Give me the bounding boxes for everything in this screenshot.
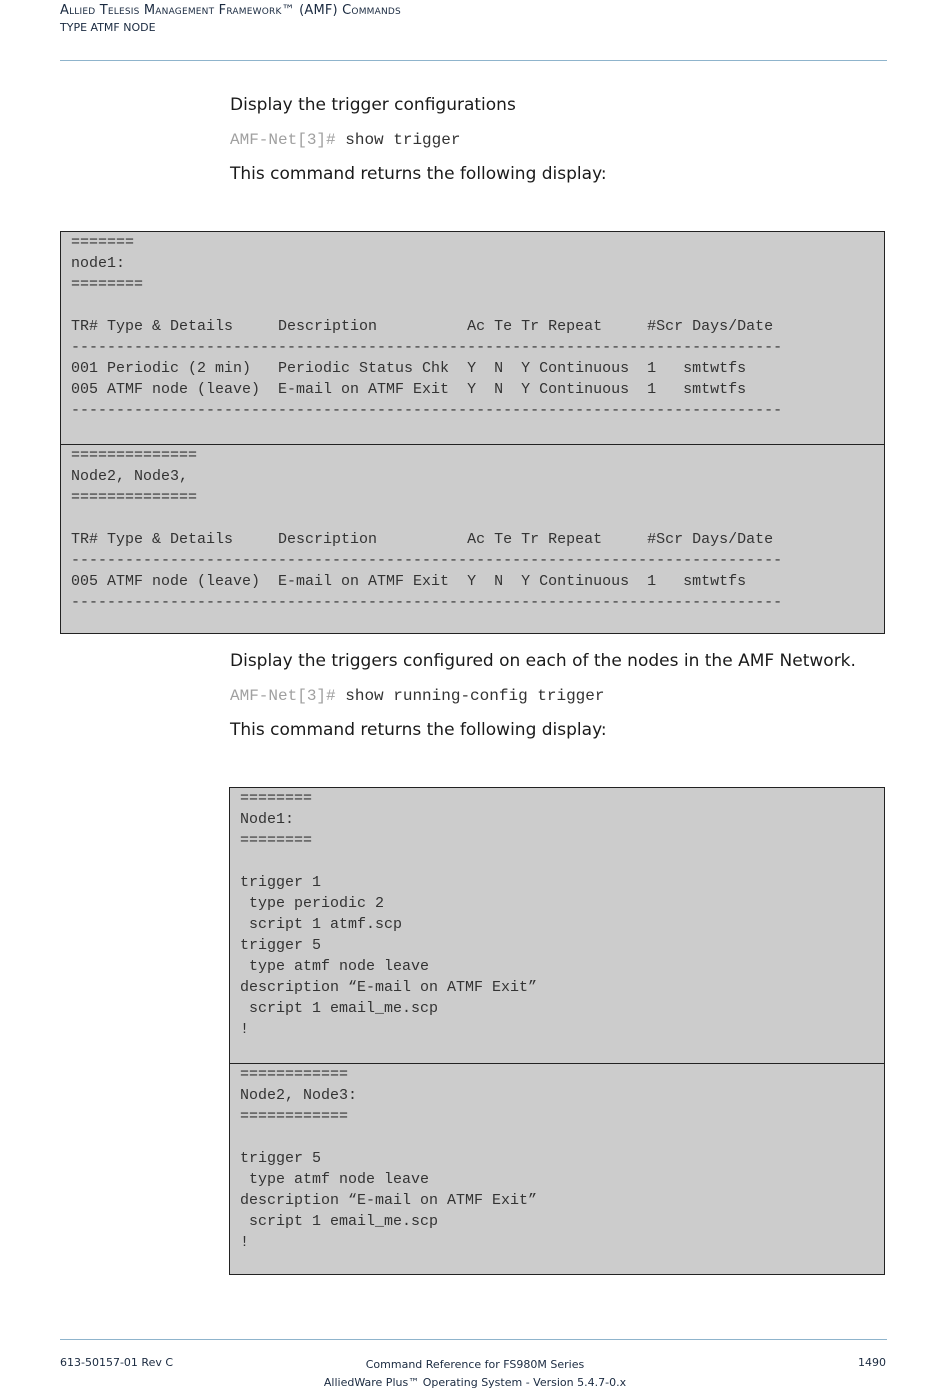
output-line: Node1:	[240, 811, 295, 828]
section1-output-box	[60, 231, 885, 634]
section1-command-line	[230, 131, 460, 149]
output-line: !	[240, 1021, 250, 1038]
section1-command: show trigger	[345, 131, 461, 149]
output-line: TR# Type & Details Description Ac Te Tr Repeat #Scr Days/Date	[71, 318, 774, 335]
output-line: script 1 email_me.scp	[240, 1000, 439, 1017]
output-line: -------------------------------------------------------------------------------	[71, 402, 783, 419]
output-line: Node2, Node3:	[240, 1087, 358, 1104]
section2-output-box	[229, 787, 885, 1275]
header-subtitle: TYPE ATMF NODE	[60, 21, 156, 34]
output-line: trigger 5	[240, 937, 322, 954]
output-line: trigger 1	[240, 874, 322, 891]
output-line: !	[240, 1234, 250, 1251]
footer-reference: Command Reference for FS980M Series	[365, 1358, 585, 1371]
output-line: type atmf node leave	[240, 1171, 430, 1188]
section2-returns: This command returns the following display:	[230, 720, 607, 740]
output-line: script 1 email_me.scp	[240, 1213, 439, 1230]
output-line: 005 ATMF node (leave) E-mail on ATMF Exit Y N Y Continuous 1 smtwtfs	[71, 381, 747, 398]
output-line: description “E-mail on ATMF Exit”	[240, 979, 538, 996]
footer-divider	[60, 1339, 887, 1340]
output-line: =======	[71, 234, 135, 251]
footer-page-number: 1490	[858, 1356, 886, 1369]
section2-command: show running-config trigger	[345, 687, 605, 705]
output-line: ============	[240, 1066, 349, 1083]
output-line: ========	[71, 276, 144, 293]
output-line: trigger 5	[240, 1150, 322, 1167]
output-line: node1:	[71, 255, 126, 272]
section1-output-block-2	[61, 444, 884, 634]
footer-center	[275, 1356, 675, 1392]
output-line: TR# Type & Details Description Ac Te Tr Repeat #Scr Days/Date	[71, 531, 774, 548]
output-line: 001 Periodic (2 min) Periodic Status Chk Y N Y Continuous 1 smtwtfs	[71, 360, 747, 377]
output-line: ========	[240, 790, 313, 807]
section1-returns: This command returns the following display:	[230, 164, 607, 184]
output-line: ========	[240, 832, 313, 849]
output-line: script 1 atmf.scp	[240, 916, 403, 933]
section2-intro: Display the triggers configured on each of the nodes in the AMF Network.	[230, 651, 856, 671]
section1-intro: Display the trigger configurations	[230, 95, 516, 115]
output-line: -------------------------------------------------------------------------------	[71, 552, 783, 569]
output-line: -------------------------------------------------------------------------------	[71, 594, 783, 611]
output-line: ============	[240, 1108, 349, 1125]
output-line: 005 ATMF node (leave) E-mail on ATMF Exit Y N Y Continuous 1 smtwtfs	[71, 573, 747, 590]
section2-prompt: AMF-Net[3]#	[230, 687, 336, 705]
header-title: Allied Telesis Management Framework™ (AMF) Commands	[60, 3, 401, 18]
output-line: ==============	[71, 447, 198, 464]
section1-prompt: AMF-Net[3]#	[230, 131, 336, 149]
output-line: ==============	[71, 489, 198, 506]
output-line: type periodic 2	[240, 895, 385, 912]
section2-output-block-2	[230, 1063, 884, 1275]
output-line: description “E-mail on ATMF Exit”	[240, 1192, 538, 1209]
section2-output-block-1	[230, 788, 884, 1063]
section1-output-block-1	[61, 232, 884, 444]
section2-command-line	[230, 687, 604, 705]
output-line: type atmf node leave	[240, 958, 430, 975]
footer-doc-number: 613-50157-01 Rev C	[60, 1356, 174, 1369]
output-line: -------------------------------------------------------------------------------	[71, 339, 783, 356]
footer-os-version: AlliedWare Plus™ Operating System - Version 5.4.7-0.x	[323, 1376, 627, 1389]
page-header	[60, 0, 887, 61]
output-line: Node2, Node3,	[71, 468, 189, 485]
